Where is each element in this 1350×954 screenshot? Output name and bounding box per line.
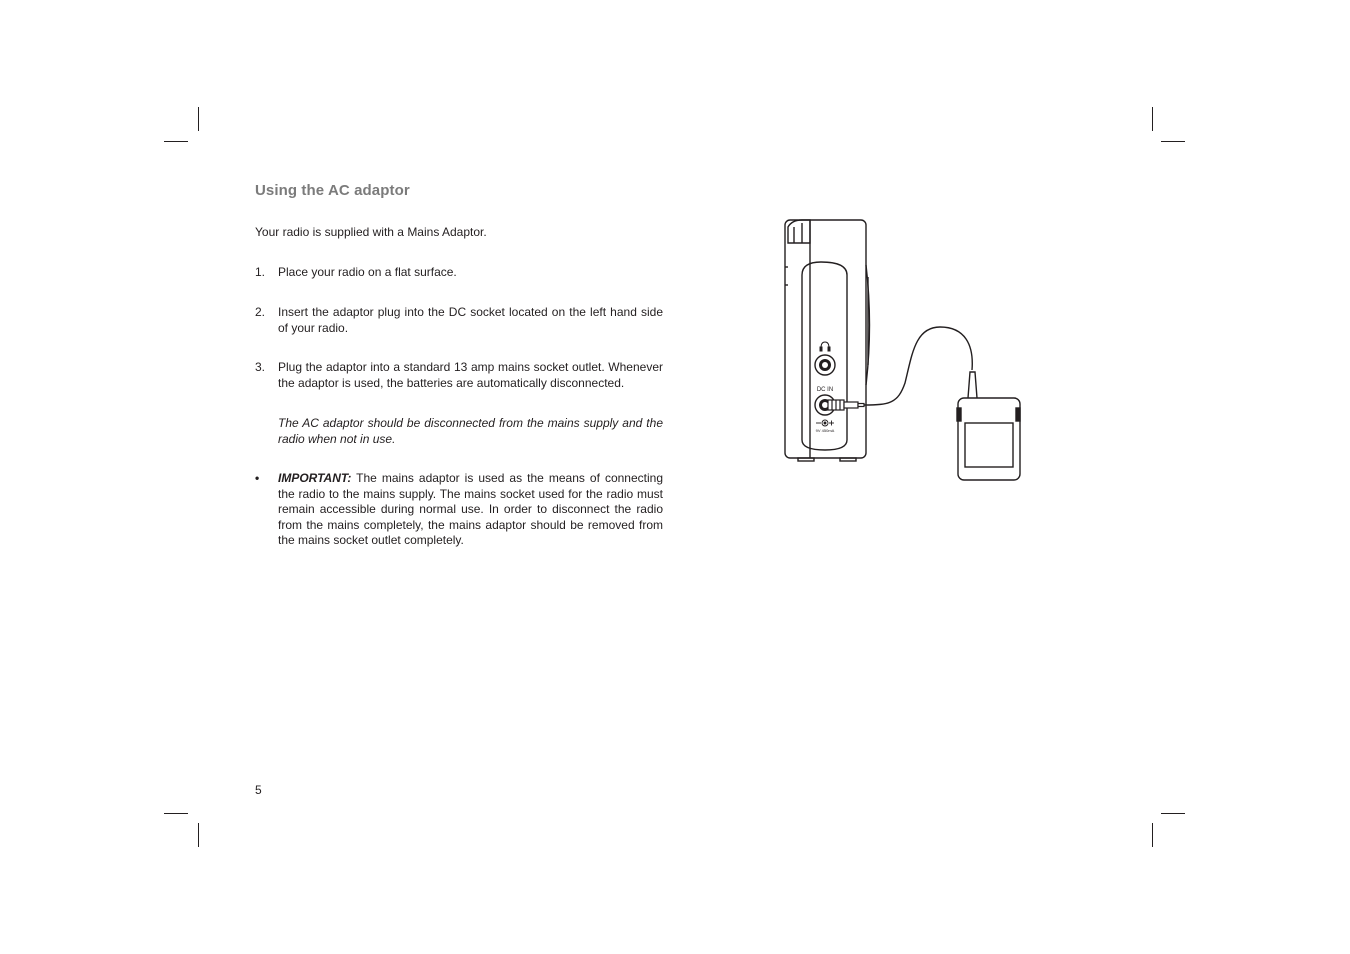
- crop-mark: [1161, 141, 1185, 142]
- crop-mark: [164, 141, 188, 142]
- radio-top-knob: [788, 220, 810, 243]
- important-body: The mains adaptor is used as the means of connecting the radio to the mains supply. The mains socket used for the radio must remain accessible during normal use. In order to disconnect the radio from the mains completely, the mains adaptor should be removed from the mains socket outlet completely.: [278, 471, 663, 548]
- radio-adaptor-illustration: [780, 215, 1025, 485]
- dc-plug: [828, 400, 864, 410]
- important-label: IMPORTANT:: [278, 471, 352, 485]
- step-text: Place your radio on a flat surface.: [278, 265, 457, 279]
- dc-rating-label: 9V 450mA: [815, 428, 835, 433]
- dc-in-label: DC IN: [816, 387, 834, 393]
- step-number: 1.: [255, 265, 266, 279]
- crop-mark: [1152, 107, 1153, 131]
- step-number: 3.: [255, 360, 266, 374]
- section-heading: Using the AC adaptor: [255, 182, 410, 199]
- important-text: [278, 471, 663, 549]
- crop-mark: [164, 813, 188, 814]
- crop-mark: [1161, 813, 1185, 814]
- headphone-icon: [820, 342, 830, 351]
- dc-polarity-icon: [816, 420, 834, 426]
- adaptor-cable: [864, 327, 972, 405]
- crop-mark: [1152, 823, 1153, 847]
- crop-mark: [198, 107, 199, 131]
- note-text: The AC adaptor should be disconnected from the mains supply and the radio when not in use.: [278, 416, 663, 446]
- step-text: Plug the adaptor into a standard 13 amp mains socket outlet. Whenever the adaptor is used, the batteries are automatically disconnected.: [278, 360, 663, 390]
- page-number: 5: [255, 783, 262, 797]
- step-number: 2.: [255, 305, 266, 319]
- bullet-glyph: •: [255, 471, 260, 485]
- intro-text: Your radio is supplied with a Mains Adaptor.: [255, 225, 487, 239]
- mains-adaptor: [957, 372, 1020, 480]
- crop-mark: [198, 823, 199, 847]
- step-text: Insert the adaptor plug into the DC socket located on the left hand side of your radio.: [278, 305, 663, 335]
